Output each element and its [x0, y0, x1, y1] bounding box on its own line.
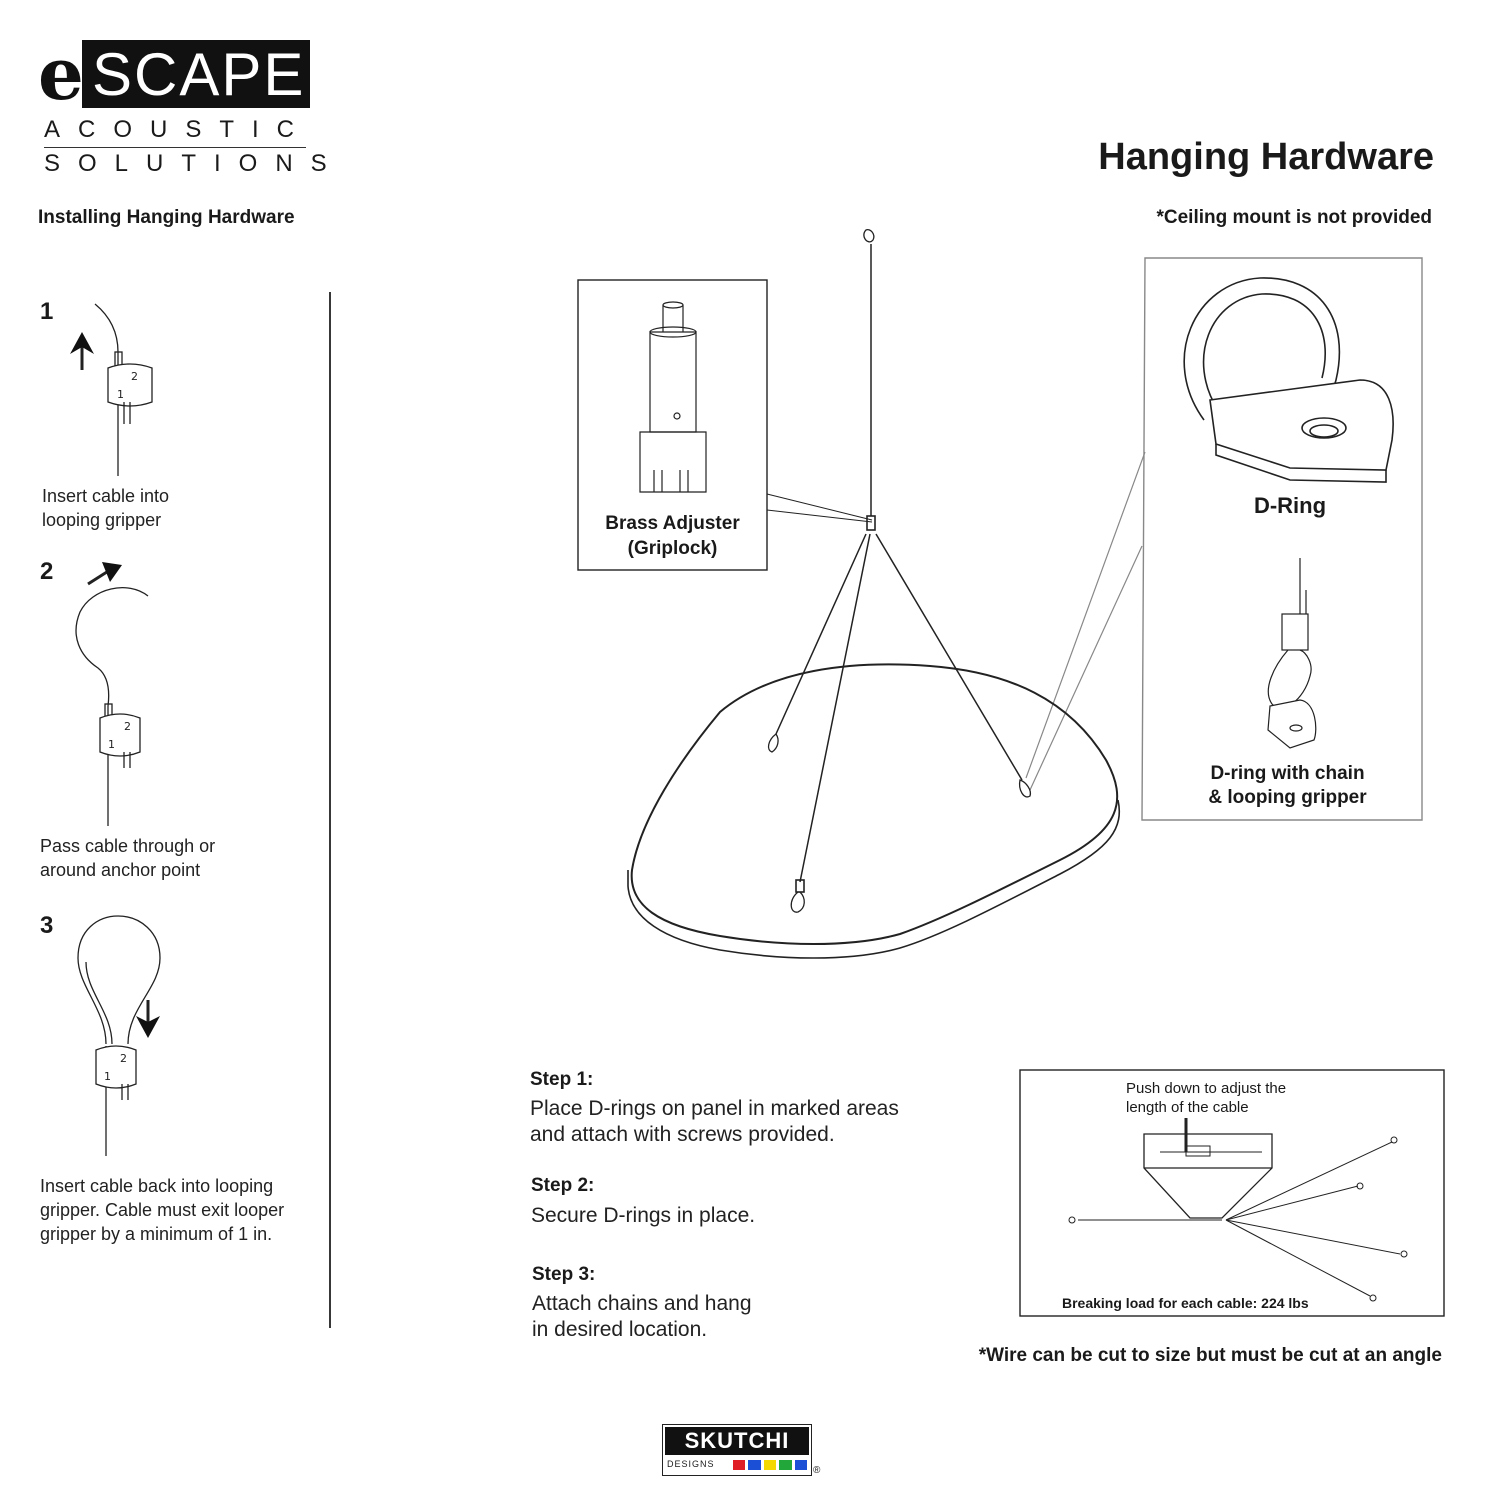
page-title: Hanging Hardware [1098, 136, 1434, 178]
step-2-number: 2 [40, 558, 54, 585]
skutchi-word: SKUTCHI [665, 1427, 809, 1455]
step-1-head: Step 1: [530, 1069, 594, 1090]
step-3-number: 3 [40, 912, 54, 939]
skutchi-color-bar [733, 1460, 807, 1470]
logo-acoustic: ACOUSTIC [44, 116, 313, 143]
step-2-line-1: Secure D-rings in place. [531, 1204, 756, 1227]
step-2-text-1: Pass cable through or [40, 836, 216, 856]
push-down-text-2: length of the cable [1126, 1099, 1249, 1116]
step-1-line-2: and attach with screws provided. [530, 1123, 835, 1146]
registered-mark: ® [813, 1465, 821, 1476]
step-1-text-2: looping gripper [42, 510, 162, 530]
push-down-text-1: Push down to adjust the [1126, 1080, 1287, 1097]
skutchi-sub: DESIGNS [667, 1459, 715, 1469]
svg-text:1: 1 [108, 738, 115, 751]
step-1-number: 1 [40, 298, 54, 325]
ceiling-note: *Ceiling mount is not provided [1156, 207, 1432, 228]
dring-chain-label-2: & looping gripper [1208, 787, 1367, 808]
step-3-line-2: in desired location. [532, 1318, 708, 1341]
dring-chain-label-1: D-ring with chain [1210, 763, 1365, 784]
dring-label: D-Ring [1253, 493, 1327, 518]
step-2-gripper-drawing [76, 588, 148, 826]
subtitle-left: Installing Hanging Hardware [38, 207, 295, 228]
step-3-head: Step 3: [532, 1264, 596, 1285]
step-1-gripper-drawing [95, 304, 152, 476]
logo-solutions: SOLUTIONS [44, 150, 345, 177]
step-3-line-1: Attach chains and hang [532, 1292, 752, 1315]
svg-text:1: 1 [104, 1070, 111, 1083]
step-1-text-1: Insert cable into [42, 486, 170, 506]
dring-chain-drawing [1268, 558, 1316, 748]
step-2-text-2: around anchor point [40, 860, 201, 880]
logo-word: SCAPE [92, 41, 306, 108]
acoustic-panel [632, 664, 1118, 944]
step-1-mark-2: 2 [131, 370, 138, 383]
step-3-text-1: Insert cable back into looping [40, 1176, 274, 1196]
step-1-line-1: Place D-rings on panel in marked areas [530, 1097, 899, 1120]
brass-adjuster-drawing [640, 302, 706, 492]
svg-text:2: 2 [120, 1052, 127, 1065]
step-3-text-2: gripper. Cable must exit looper [40, 1200, 285, 1220]
logo-mark: e [38, 31, 84, 116]
wire-note: *Wire can be cut to size but must be cut at an angle [978, 1345, 1442, 1366]
step-2-head: Step 2: [531, 1175, 595, 1196]
step-3-text-3: gripper by a minimum of 1 in. [40, 1224, 273, 1244]
breaking-load-text: Breaking load for each cable: 224 lbs [1062, 1295, 1309, 1311]
griplock-label: (Griplock) [627, 538, 718, 559]
brass-adjuster-label: Brass Adjuster [605, 513, 740, 534]
skutchi-logo [662, 1424, 812, 1476]
svg-text:2: 2 [124, 720, 131, 733]
dring-drawing [1184, 278, 1393, 482]
step-1-mark-1: 1 [117, 388, 124, 401]
